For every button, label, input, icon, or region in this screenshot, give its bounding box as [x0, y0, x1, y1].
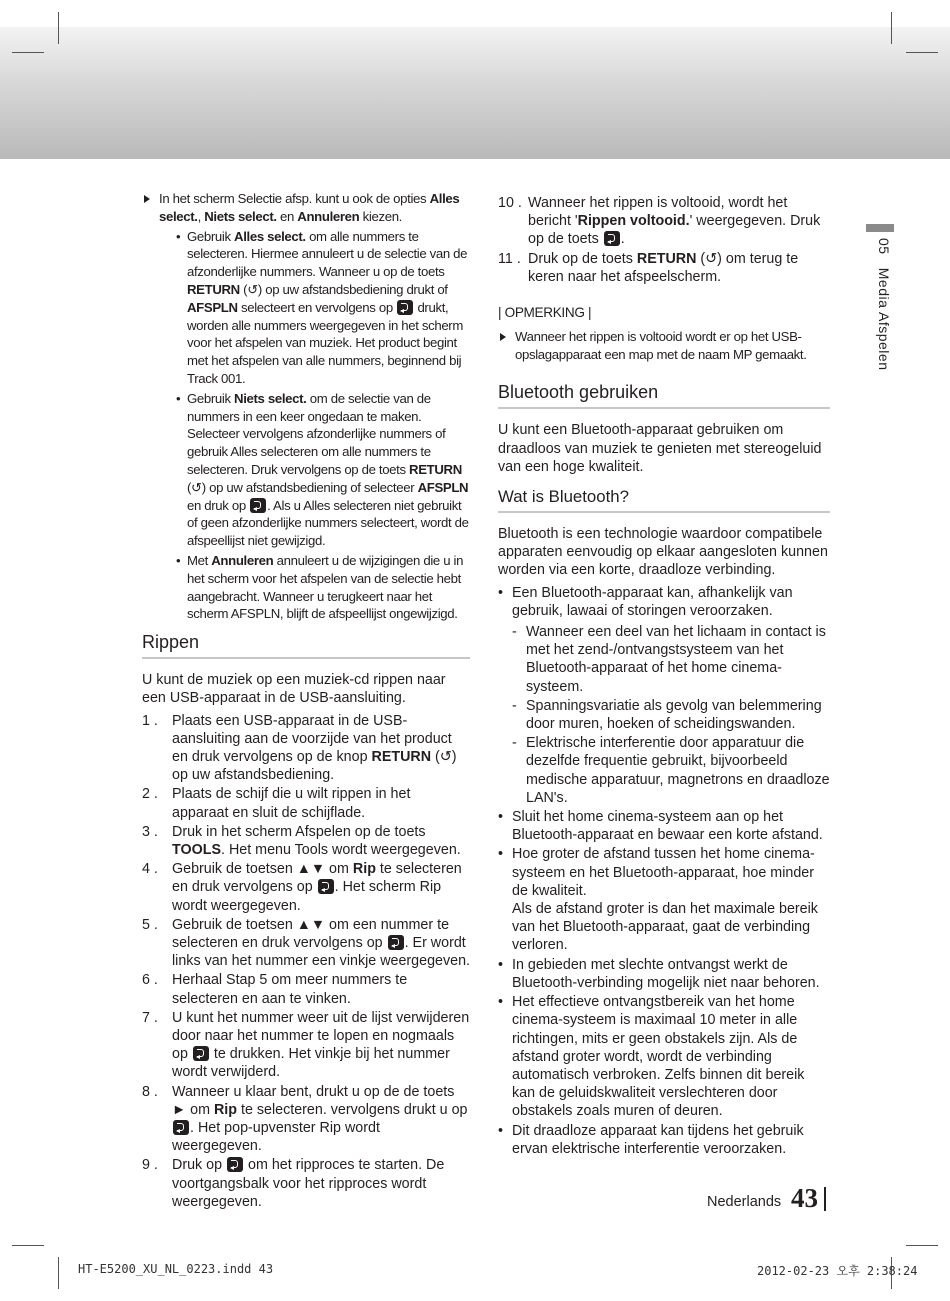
chapter-title: Media Afspelen — [876, 267, 892, 371]
text: Het effectieve ontvangstbereik van het home cinema-systeem is maximaal 10 meter in alle richtingen, mits er geen obstakels zijn. Als de afstand groter wordt, wordt de verbinding automatisch verbroken. Zelfs binnen dit bereik kan de geluidskwaliteit verslechteren door obstakels zoals muren of deuren. — [512, 994, 805, 1120]
text: te selecteren. vervolgens drukt u op — [237, 1101, 468, 1118]
section-title-what-is-bluetooth: Wat is Bluetooth? — [498, 486, 830, 513]
step-item — [142, 785, 470, 821]
chapter-number: 05 — [876, 238, 892, 255]
bullet: • — [498, 846, 504, 863]
keyword: Annuleren — [211, 552, 274, 568]
keyword: Rip — [352, 861, 376, 878]
rip-steps-continued — [498, 194, 830, 286]
text: Gebruik — [187, 228, 235, 244]
keyword: Alles select. — [159, 191, 460, 224]
text: drukt, worden alle nummers weergegeven in het scherm voor het afspelen van muziek. Het product begint met het afspelen van alle nummers, beginnend bij Track 001. — [187, 299, 463, 386]
text: Als de afstand groter is dan het maximale bereik van het Bluetooth-apparaat, gaat de verbinding verloren. — [512, 901, 818, 954]
keyword: Annuleren — [297, 208, 360, 224]
text: (↺) op uw afstandsbediening of selecteer — [187, 479, 418, 495]
footer-divider — [824, 1187, 826, 1211]
text: Druk in het scherm Afspelen op de toets — [172, 823, 426, 840]
text: Druk op — [172, 1157, 227, 1174]
text: Een Bluetooth-apparaat kan, afhankelijk van gebruik, lawaai of storingen veroorzaken. — [512, 584, 793, 619]
list-item — [176, 552, 470, 623]
bluetooth-intro: U kunt een Bluetooth-apparaat gebruiken om draadloos van muziek te genieten met stereogeluid van een hoge kwaliteit. — [498, 422, 822, 475]
keyword: RETURN — [636, 250, 697, 267]
text: Wanneer u klaar bent, drukt u op de de toets ► om — [172, 1083, 455, 1118]
text: Spanningsvariatie als gevolg van belemmering door muren, hoeken of scheidingswanden. — [526, 697, 822, 733]
text: Plaats de schijf die u wilt rippen in het apparaat en sluit de schijflade. — [172, 786, 411, 821]
step-item — [142, 1083, 470, 1156]
list-item — [498, 808, 830, 844]
keyword: RETURN — [187, 281, 240, 297]
rip-steps — [142, 712, 470, 1211]
bullet: • — [498, 994, 504, 1011]
step-item — [498, 250, 830, 286]
enter-button-icon — [173, 1120, 189, 1135]
text: Wanneer een deel van het lichaam in contact is met het zend-/ontvangstsysteem van het Bluetooth-apparaat of het home cinema-systeem. — [526, 624, 826, 695]
rip-intro: U kunt de muziek op een muziek-cd rippen naar een USB-apparaat in de USB-aansluiting. — [142, 672, 446, 707]
page-number: 43 — [791, 1183, 818, 1213]
step-item — [142, 860, 470, 915]
text: Gebruik de toetsen ▲▼ om een nummer te selecteren en druk vervolgens op — [172, 916, 450, 951]
text: (↺) op uw afstandsbediening drukt of — [239, 281, 448, 297]
dash-item — [512, 697, 830, 733]
crop-mark — [12, 1245, 44, 1246]
step-item — [142, 971, 470, 1007]
dash-list — [512, 623, 830, 807]
crop-mark — [58, 1257, 59, 1289]
slug-date: 2012-02-23 오후 2:38:24 — [757, 1264, 918, 1278]
list-item — [498, 845, 830, 954]
enter-button-icon — [193, 1046, 209, 1061]
text: (↺) om terug te keren naar het afspeelscherm. — [528, 250, 799, 285]
step-number: 7 . — [142, 1009, 158, 1026]
step-item — [142, 916, 470, 971]
step-number: 8 . — [142, 1083, 158, 1100]
text: In gebieden met slechte ontvangst werkt de Bluetooth-verbinding mogelijk niet naar behoren. — [512, 956, 820, 991]
crop-mark — [891, 12, 892, 44]
text: Elektrische interferentie door apparatuur die dezelfde frequentie gebruikt, bijvoorbeeld medische apparatuur, magnetrons en draadloze LAN's. — [526, 735, 830, 806]
step-number: 10 . — [498, 195, 522, 211]
chapter-side-label — [876, 238, 892, 370]
text: Gebruik de toetsen ▲▼ om — [172, 861, 353, 878]
chapter-tab-marker — [866, 224, 894, 232]
text: . Het pop-upvenster Rip wordt weergegeven. — [172, 1120, 380, 1155]
text: Wanneer het rippen is voltooid wordt er op het USB-opslagapparaat een map met de naam MP gemaakt. — [515, 328, 807, 362]
header-banner — [0, 27, 950, 159]
step-item — [142, 712, 470, 785]
step-item — [142, 1009, 470, 1082]
step-number: 2 . — [142, 786, 158, 803]
text: Plaats een USB-apparaat in de USB-aansluiting aan de voorzijde van het product en druk vervolgens op de knop — [172, 712, 452, 765]
text: . Het scherm Rip wordt weergegeven. — [172, 879, 442, 914]
section-title-rippen: Rippen — [142, 631, 470, 659]
arrow-icon — [144, 195, 150, 203]
dash: - — [512, 735, 517, 752]
dash-item — [512, 623, 830, 696]
step-item — [142, 1156, 470, 1211]
what-is-bluetooth-intro: Bluetooth is een technologie waardoor compatibele apparaten eenvoudig op elkaar aangesloten kunnen worden via een korte, draadloze verbinding. — [498, 526, 828, 579]
note-label: | OPMERKING | — [498, 305, 592, 321]
crop-mark — [906, 1245, 938, 1246]
enter-button-icon — [227, 1157, 243, 1172]
left-column — [142, 190, 470, 1212]
text: kiezen. — [359, 208, 402, 224]
slug-file: HT-E5200_XU_NL_0223.indd 43 — [78, 1262, 274, 1276]
arrow-icon — [500, 333, 506, 341]
text: . Het menu Tools wordt weergegeven. — [221, 841, 461, 858]
step-item — [498, 194, 830, 249]
list-item — [498, 993, 830, 1120]
keyword: Niets select. — [234, 390, 307, 406]
section-title-bluetooth: Bluetooth gebruiken — [498, 381, 830, 409]
list-item — [176, 228, 470, 388]
crop-mark — [58, 12, 59, 44]
text: Herhaal Stap 5 om meer nummers te selecteren en aan te vinken. — [172, 972, 408, 1007]
right-column — [498, 190, 830, 1159]
text: Gebruik — [187, 390, 235, 406]
step-number: 1 . — [142, 712, 158, 729]
bullet: • — [498, 809, 504, 826]
dash-item — [512, 734, 830, 807]
text: Sluit het home cinema-systeem aan op het Bluetooth-apparaat en bewaar een korte afstand. — [512, 809, 823, 844]
enter-button-icon — [397, 300, 413, 315]
crop-mark — [906, 52, 938, 53]
dash: - — [512, 697, 517, 714]
enter-button-icon — [318, 879, 334, 894]
list-item — [498, 956, 830, 992]
keyword: Rip — [213, 1101, 237, 1118]
text: annuleert u de wijzigingen die u in het scherm voor het afspelen van de selectie hebt aangebracht. Wanneer u terugkeert naar het scherm AFSPLN, blijft de afspeellijst ongewijzigd. — [187, 552, 464, 622]
text: . Er wordt links van het nummer een vinkje weergegeven. — [172, 934, 471, 970]
option-bullets — [176, 228, 470, 624]
enter-button-icon — [250, 498, 266, 513]
text: en — [276, 208, 298, 224]
keyword: RETURN — [371, 748, 432, 765]
list-item — [498, 1122, 830, 1158]
dash: - — [512, 624, 517, 641]
bluetooth-bullets — [498, 584, 830, 1158]
text: ' weergegeven. Druk op de toets — [528, 213, 821, 248]
keyword: Niets select. — [204, 208, 277, 224]
step-number: 9 . — [142, 1157, 158, 1174]
keyword: RETURN — [409, 461, 462, 477]
text: om de selectie van de nummers in een keer ongedaan te maken. Selecteer vervolgens afzonderlijke nummers of gebruik Alles selecteren om alle nummers te selecteren. Druk vervolgens op de toets — [187, 390, 446, 477]
list-item — [498, 584, 830, 807]
text: Dit draadloze apparaat kan tijdens het gebruik ervan elektrische interferentie veroorzaken. — [512, 1122, 804, 1157]
enter-button-icon — [604, 231, 620, 246]
text: In het scherm Selectie afsp. kunt u ook de opties — [159, 191, 430, 206]
text: te drukken. Het vinkje bij het nummer wordt verwijderd. — [172, 1046, 450, 1081]
note-item — [498, 328, 830, 364]
text: en druk op — [187, 497, 250, 513]
list-item — [176, 390, 470, 550]
intro-arrow-item — [142, 190, 470, 623]
step-number: 11 . — [498, 250, 521, 267]
text: (↺) op uw afstandsbediening. — [172, 748, 457, 784]
text: . Als u Alles selecteren niet gebruikt of geen afzonderlijke nummers selecteert, wordt de afspeellijst niet gewijzigd. — [187, 497, 469, 549]
text: Met — [187, 552, 212, 568]
enter-button-icon — [388, 935, 404, 950]
step-number: 4 . — [142, 861, 158, 878]
text: om het ripproces te starten. De voortgangsbalk voor het ripproces wordt weergegeven. — [172, 1157, 445, 1210]
keyword: TOOLS — [172, 841, 221, 858]
text: te selecteren en druk vervolgens op — [172, 861, 462, 896]
text: om alle nummers te selecteren. Hiermee annuleert u de selectie van de afzonderlijke nummers. Wanneer u op de toets — [187, 228, 468, 280]
keyword: AFSPLN — [187, 299, 238, 315]
keyword: AFSPLN — [417, 479, 469, 495]
footer-language: Nederlands — [707, 1194, 782, 1210]
step-item — [142, 823, 470, 859]
bullet: • — [498, 584, 504, 601]
step-number: 6 . — [142, 972, 158, 989]
text: . — [620, 231, 625, 248]
text: , — [197, 208, 205, 224]
text: Hoe groter de afstand tussen het home cinema-systeem en het Bluetooth-apparaat, hoe minder de kwaliteit. — [512, 846, 815, 899]
step-number: 3 . — [142, 823, 158, 840]
keyword: Rippen voltooid. — [577, 213, 690, 230]
bullet: • — [498, 1122, 504, 1139]
keyword: Alles select. — [234, 228, 306, 244]
bullet: • — [498, 956, 504, 973]
text: selecteert en vervolgens op — [237, 299, 397, 315]
text: U kunt het nummer weer uit de lijst verwijderen door naar het nummer te lopen en nogmaals op — [172, 1009, 470, 1063]
step-number: 5 . — [142, 916, 158, 933]
text: Wanneer het rippen is voltooid, wordt het bericht ' — [528, 195, 788, 230]
crop-mark — [12, 52, 44, 53]
text: Druk op de toets — [528, 250, 637, 267]
